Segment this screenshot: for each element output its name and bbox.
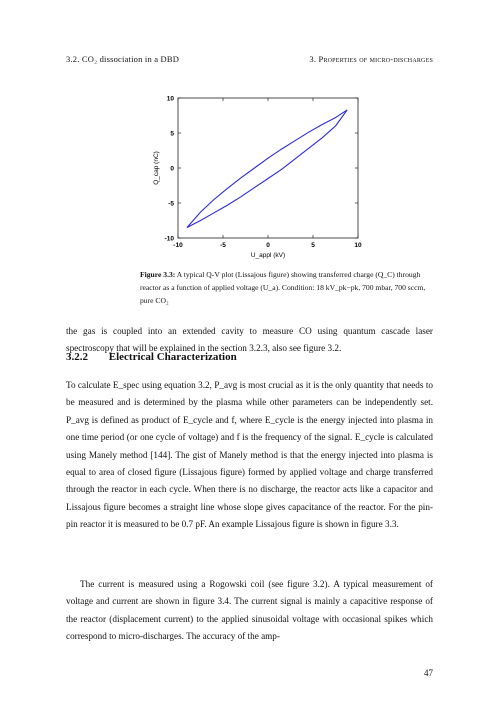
series-line-1 [187, 110, 347, 228]
section-number: 3.2.2 [66, 351, 88, 363]
series-line-0 [187, 110, 347, 228]
caption-label: Figure 3.3: [140, 270, 176, 279]
y-tick-label: 0 [170, 165, 174, 173]
x-axis-label: U_appl (kV) [250, 252, 286, 259]
x-tick-label: 10 [354, 242, 362, 249]
y-tick-label: 10 [166, 95, 174, 103]
x-tick-label: 0 [266, 242, 270, 249]
figure-caption [140, 268, 440, 307]
plot-frame [178, 98, 358, 238]
section-title: Electrical Characterization [108, 351, 237, 363]
y-tick-label: 5 [170, 130, 174, 138]
x-tick-label: -10 [173, 242, 183, 249]
x-tick-label: -5 [220, 242, 226, 249]
caption-text: A typical Q-V plot (Lissajous figure) showing transferred charge (Q_C) through reactor as a function of applied voltage (U_a). Condition: 18 kV_pk−pk, 700 mbar, 700 sccm, pure CO₂ [140, 270, 426, 305]
page-number: 47 [424, 668, 433, 678]
y-tick-label: -5 [168, 200, 174, 208]
paragraph-current: The current is measured using a Rogowski coil (see figure 3.2). A typical measurement of voltage and current are shown in figure 3.4. The current signal is mainly a capacitive response of the reactor (displacement current) to the applied sinusoidal voltage with occasional spikes which correspond to micro-discharges. The accuracy of the amp- [66, 579, 433, 642]
header-left: 3.2. CO₂ dissociation in a DBD [66, 54, 180, 64]
y-tick-label: -10 [164, 235, 174, 243]
y-axis-label: Q_cap (nC) [153, 151, 160, 185]
paragraph-intro: the gas is coupled into an extended cavity to measure CO using quantum cascade laser spectroscopy that will be explained in the section 3.2.3, also see figure 3.2. [66, 326, 433, 354]
header-right: 3. Properties of micro-discharges [309, 54, 433, 64]
lissajous-figure [138, 90, 363, 260]
section-heading [66, 351, 237, 363]
x-tick-label: 5 [311, 242, 315, 249]
running-header [66, 54, 433, 68]
paragraph-electrical: To calculate E_spec using equation 3.2, P_avg is most crucial as it is the only quantity that needs to be measured and is determined by the plasma while other parameters can be independently set. P_avg is defined as product of E_cycle and f, where E_cycle is the energy injected into plasma in one time period (or one cycle of voltage) and f is the frequency of the signal. E_cycle is calculated using Manely method [144]. The gist of Manely method is that the energy injected into plasma is equal to area of closed figure (Lissajous figure) formed by applied voltage and charge transferred through the reactor in each cycle. When there is no discharge, the reactor acts like a capacitor and Lissajous figure becomes a straight line whose slope gives capacitance of the reactor. For the pin-pin reactor it is measured to be 0.7 pF. An example Lissajous figure is shown in figure 3.3. [66, 380, 433, 530]
